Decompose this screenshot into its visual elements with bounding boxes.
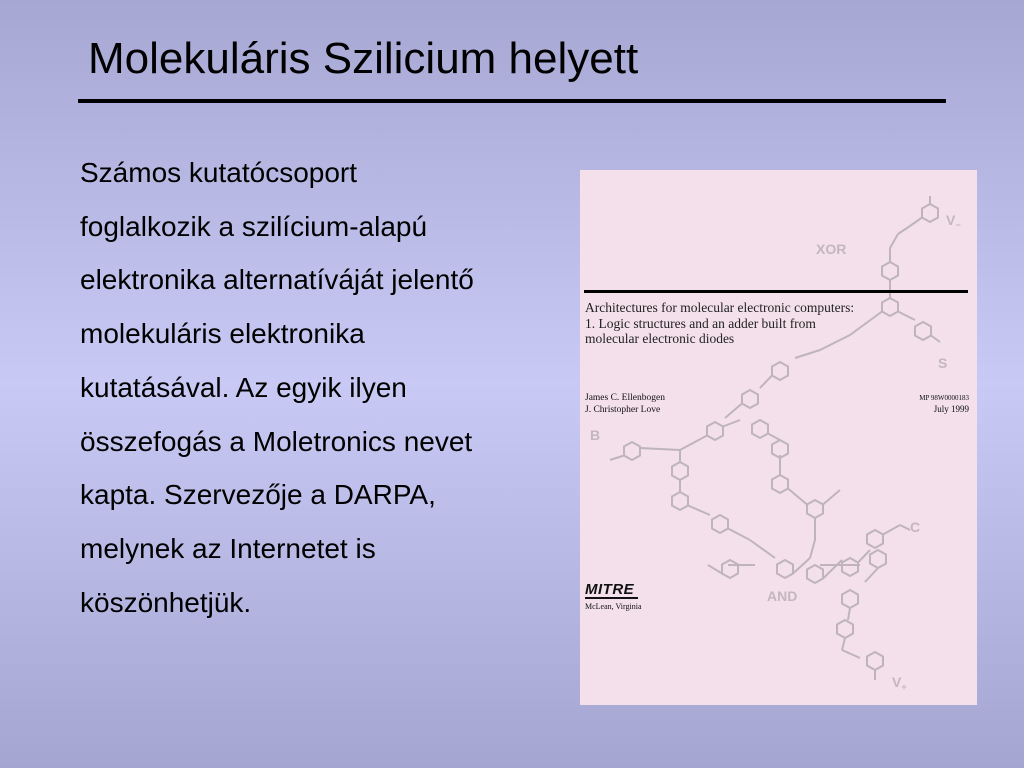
report-title-line: Architectures for molecular electronic computers:: [585, 300, 855, 315]
body-line: összefogás a Moletronics nevet: [80, 425, 473, 457]
body-line: kutatásával. Az egyik ilyen: [80, 371, 407, 403]
body-line: kapta. Szervezője a DARPA,: [80, 479, 436, 511]
publisher-location: McLean, Virginia: [585, 602, 642, 611]
mitre-logo: MITRE: [585, 582, 638, 599]
report-date: July 1999: [933, 404, 969, 414]
body-line: molekuláris elektronika: [80, 318, 365, 350]
body-line: melynek az Internetet is: [80, 532, 376, 564]
carry-output-label: C: [910, 519, 921, 535]
input-b-label: B: [590, 427, 601, 443]
author-name: James C. Ellenbogen: [585, 393, 665, 403]
slide-title: Molekuláris Szilicium helyett: [88, 34, 639, 83]
report-title: [585, 300, 965, 347]
report-number: MP 98W0000183: [919, 394, 969, 402]
body-line: Számos kutatócsoport: [80, 157, 358, 188]
sum-output-label: S: [938, 355, 948, 371]
report-cover-image: [580, 170, 977, 705]
v-minus-label: $V_-$: [946, 212, 961, 230]
report-title-line: molecular electronic diodes: [585, 331, 735, 346]
title-underline: [78, 99, 946, 103]
report-authors: [585, 392, 665, 416]
xor-label: XOR: [816, 241, 847, 257]
cover-divider: [584, 290, 968, 293]
body-line: köszönhetjük.: [80, 586, 252, 618]
and-label: AND: [767, 588, 798, 604]
report-info: [919, 393, 969, 415]
author-name: J. Christopher Love: [585, 405, 661, 415]
report-title-line: 1. Logic structures and an adder built from: [585, 315, 816, 331]
molecular-adder-diagram: [580, 170, 977, 705]
body-text: [80, 146, 570, 629]
body-line: foglalkozik a szilícium-alapú: [80, 210, 428, 242]
v-plus-label: $V_+$: [892, 674, 907, 692]
body-line: elektronika alternatíváját jelentő: [80, 264, 474, 296]
